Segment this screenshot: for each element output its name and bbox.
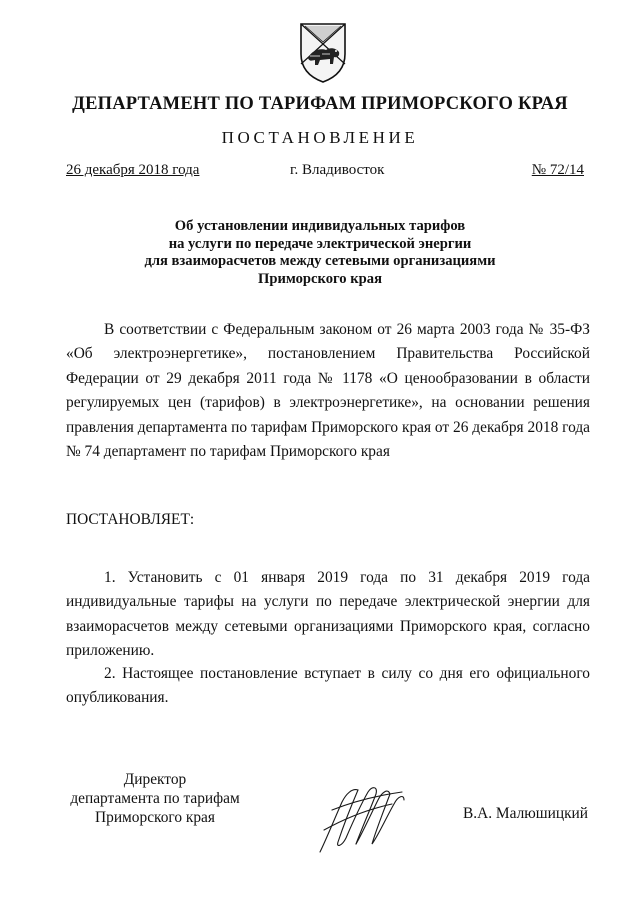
signature-icon — [312, 780, 412, 858]
position-line: департамента по тарифам — [70, 790, 240, 807]
coat-of-arms-icon — [296, 20, 350, 84]
subject-line: на услуги по передаче электрической энергии — [168, 235, 472, 252]
preamble-line: правления департамента по тарифам Приморского края от 26 декабря 2018 года — [66, 418, 590, 436]
resolution-item-2 — [66, 662, 590, 711]
document-subject — [0, 218, 640, 288]
item-line: 1. Установить с 01 января 2019 года по 31 декабря 2019 года — [104, 569, 590, 586]
preamble-line: В соответствии с Федеральным законом от 26 марта 2003 года № 35-ФЗ — [104, 321, 590, 338]
subject-line: Об установлении индивидуальных тарифов — [174, 218, 466, 234]
item-line: опубликования. — [66, 689, 169, 707]
signatory-position — [60, 770, 250, 827]
item-line: индивидуальные тарифы на услуги по передаче электрической энергии для — [66, 593, 590, 611]
resolution-item-1 — [66, 566, 590, 664]
signatory-name: В.А. Малюшицкий — [463, 805, 589, 822]
subject-line: для взаиморасчетов между сетевыми организациями — [144, 253, 496, 270]
document-number: № 72/14 — [531, 162, 584, 178]
preamble-line: № 74 департамент по тарифам Приморского края — [66, 443, 390, 461]
preamble-line: «Об электроэнергетике», постановлением Правительства Российской — [66, 345, 590, 363]
document-city: г. Владивосток — [290, 162, 385, 178]
item-line: 2. Настоящее постановление вступает в силу со дня его официального — [104, 665, 590, 682]
item-line: взаиморасчетов между сетевыми организациями Приморского края, согласно — [66, 617, 590, 635]
preamble-paragraph — [66, 318, 590, 464]
preamble-line: Федерации от 29 декабря 2011 года № 1178 «О ценообразовании в области — [66, 369, 590, 387]
position-line: Директор — [123, 771, 187, 788]
resolves-heading: ПОСТАНОВЛЯЕТ: — [66, 511, 195, 528]
department-title: ДЕПАРТАМЕНТ ПО ТАРИФАМ ПРИМОРСКОГО КРАЯ — [72, 94, 568, 114]
document-type: ПОСТАНОВЛЕНИЕ — [221, 128, 419, 147]
item-line: приложению. — [66, 642, 155, 660]
position-line: Приморского края — [95, 809, 215, 826]
subject-line: Приморского края — [258, 270, 382, 287]
document-date: 26 декабря 2018 года — [66, 162, 200, 178]
preamble-line: регулируемых цен (тарифов) в электроэнергетике», на основании решения — [66, 394, 590, 412]
